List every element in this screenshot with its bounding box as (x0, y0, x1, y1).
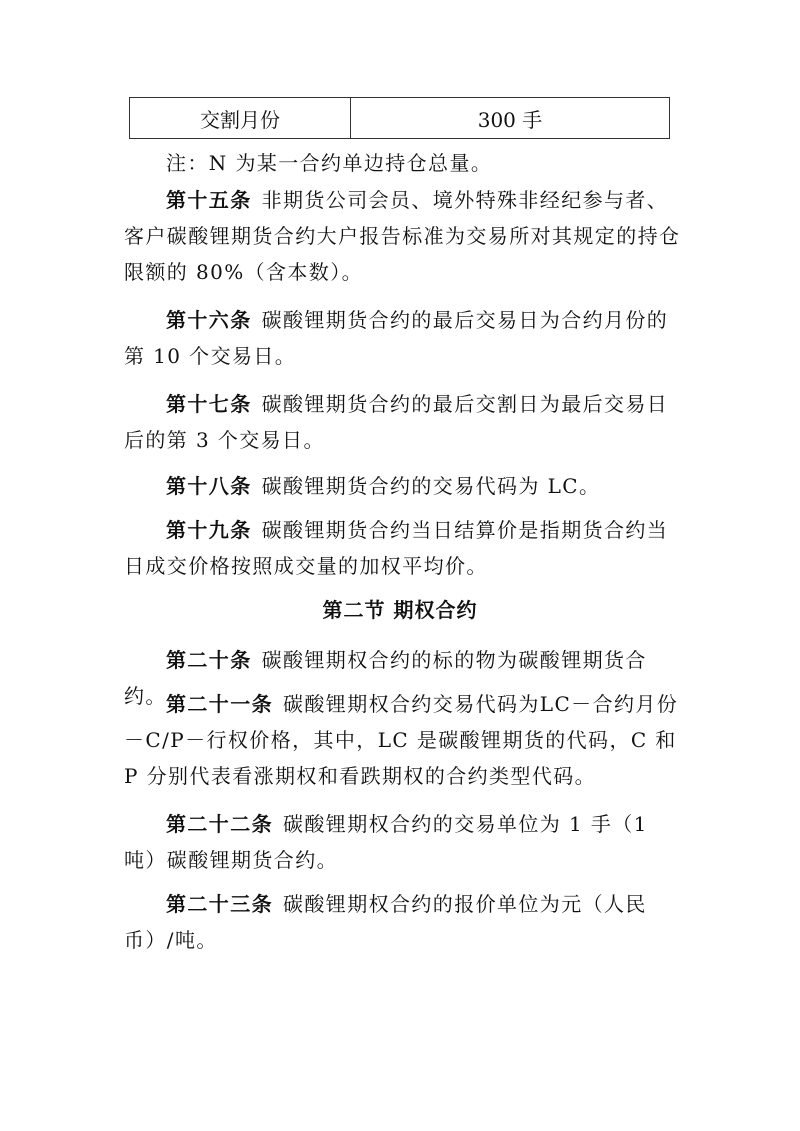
article-text: 碳酸锂期权合约的报价单位为元（人民币）/吨。 (124, 892, 647, 952)
section-title: 第二节 期权合约 (322, 598, 478, 622)
article-number: 第十九条 (166, 518, 252, 542)
article-number: 第二十三条 (166, 892, 273, 916)
article-number: 第十六条 (166, 308, 252, 332)
article-number: 第十七条 (166, 392, 252, 416)
table-note: 注：N 为某一合约单边持仓总量。 (166, 151, 493, 175)
article-text: 碳酸锂期货合约的交易代码为 LC。 (261, 474, 601, 498)
article-number: 第二十二条 (166, 812, 273, 836)
article-18 (124, 468, 684, 504)
article-text: 碳酸锂期货合约当日结算价是指期货合约当日成交价格按照成交量的加权平均价。 (124, 518, 669, 578)
article-text: 碳酸锂期货合约的最后交易日为合约月份的第 10 个交易日。 (124, 308, 669, 368)
article-text: 非期货公司会员、境外特殊非经纪参与者、客户碳酸锂期货合约大户报告标准为交易所对其规定的持仓限额的 80%（含本数）。 (124, 188, 681, 284)
article-text: 碳酸锂期货合约的最后交割日为最后交易日后的第 3 个交易日。 (124, 392, 669, 452)
position-limit-table (129, 97, 670, 139)
article-19 (124, 512, 684, 584)
article-21 (124, 686, 684, 794)
article-22 (124, 806, 684, 878)
article-23 (124, 886, 684, 958)
article-text: 碳酸锂期权合约的标的物为碳酸锂期货合约。 (124, 648, 647, 708)
article-number: 第十五条 (166, 188, 252, 212)
article-text: 碳酸锂期权合约交易代码为LC－合约月份－C/P－行权价格，其中，LC 是碳酸锂期货的代码，C 和 P 分别代表看涨期权和看跌期权的合约类型代码。 (124, 692, 679, 788)
article-number: 第二十条 (166, 648, 252, 672)
table-cell-value: 300 手 (477, 107, 543, 132)
table-cell-label: 交割月份 (130, 98, 351, 138)
article-16 (124, 302, 684, 374)
article-15 (124, 182, 684, 290)
article-17 (124, 386, 684, 458)
article-number: 第二十一条 (166, 692, 273, 716)
article-number: 第十八条 (166, 474, 252, 498)
article-text: 碳酸锂期权合约的交易单位为 1 手（1 吨）碳酸锂期货合约。 (124, 812, 648, 872)
